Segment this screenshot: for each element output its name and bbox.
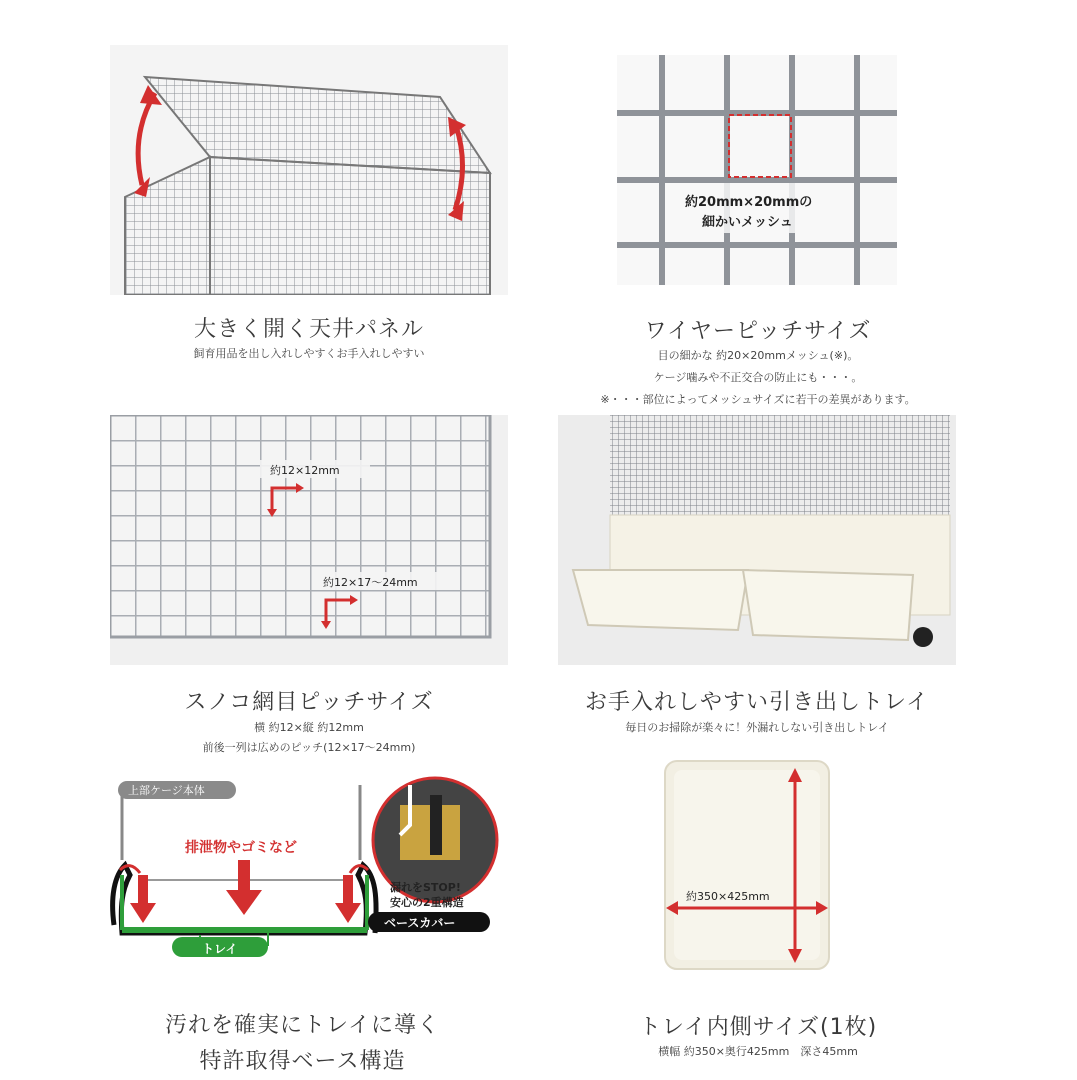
grid-size-label-wide: 約12×17〜24mm [323, 576, 418, 589]
cage-with-drawers [558, 415, 956, 665]
feature-title-base-structure-1: 汚れを確実にトレイに導く [165, 1013, 440, 1038]
cage-top-open-illustration [110, 45, 508, 295]
tray-label: トレイ [202, 942, 238, 956]
grid-size-label-standard: 約12×12mm [270, 464, 340, 477]
feature-desc-sunoko-2: 前後一列は広めのピッチ(12×17〜24mm) [202, 741, 416, 754]
waste-label: 排泄物やゴミなど [185, 840, 297, 856]
feature-title-sunoko-pitch: スノコ網目ピッチサイズ [184, 690, 434, 715]
base-structure-diagram [100, 765, 505, 970]
feature-desc-tray-size: 横幅 約350×奥行425mm 深さ45mm [658, 1045, 858, 1058]
wire-pitch-image [617, 55, 897, 285]
tray-dimension-label: 約350×425mm [686, 890, 770, 903]
tray-top-view [662, 758, 832, 973]
mesh-size-callout-line2: 細かいメッシュ [702, 215, 793, 230]
wire-mesh-closeup [617, 55, 897, 285]
mesh-size-callout-line1: 約20mm×20mmの [685, 195, 813, 210]
sunoko-grid-image [110, 415, 508, 665]
top-panel-image [110, 45, 508, 295]
feature-title-tray-size: トレイ内側サイズ(1枚) [638, 1015, 878, 1040]
feature-desc-top-panel: 飼育用品を出し入れしやすくお手入れしやすい [193, 347, 425, 360]
feature-title-top-panel: 大きく開く天井パネル [193, 317, 424, 342]
tray-size-image [662, 758, 832, 973]
feature-title-wire-pitch: ワイヤーピッチサイズ [644, 319, 872, 344]
feature-desc-sunoko-1: 横 約12×縦 約12mm [254, 721, 364, 734]
feature-desc-wire-pitch-2: ケージ噛みや不正交合の防止にも・・・。 [653, 371, 863, 384]
feature-title-base-structure-2: 特許取得ベース構造 [199, 1049, 406, 1074]
leak-stop-label-2: 安心の2重構造 [390, 896, 464, 909]
base-cover-label: ベースカバー [384, 916, 456, 930]
feature-desc-wire-pitch-1: 目の細かな 約20×20mmメッシュ(※)。 [657, 349, 859, 362]
feature-title-drawer-tray: お手入れしやすい引き出しトレイ [585, 690, 929, 715]
sunoko-grid [110, 415, 508, 665]
feature-desc-drawer-tray: 毎日のお掃除が楽々に！外漏れしない引き出しトレイ [625, 721, 889, 734]
leak-stop-label-1: 漏れをSTOP! [390, 881, 461, 894]
feature-desc-wire-pitch-3: ※・・・部位によってメッシュサイズに若干の差異があります。 [600, 393, 916, 406]
drawer-tray-image [558, 415, 956, 665]
upper-cage-label: 上部ケージ本体 [128, 784, 205, 797]
